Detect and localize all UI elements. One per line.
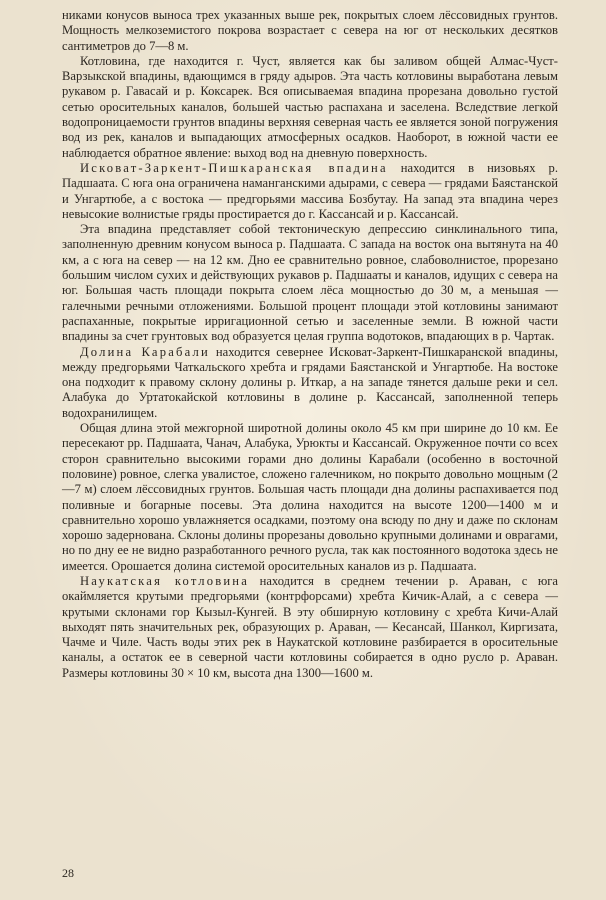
paragraph-6-text: Общая длина этой межгорной широтной долины около 45 км при ширине до 10 км. Ее пересекают рр. Падшаата, Чанач, Алабука, Урюкты и Кассансай. Окруженное почти со всех сторон сравнительно высокими горами дно долины Карабали (особенно в восточной половине) ровное, слегка увалистое, сложено галечником, но покрыто довольно мощным (2—7 м) слоем лёссовидных грунтов. Большая часть площади дна долины распахивается под поливные и богарные посевы. Эта долина находится на высоте 1200—1400 м и сравнительно хорошо увлажняется осадками, поэтому она всюду по дну и даже по склонам хорошо задернована. Склоны долины прорезаны довольно крупными долинами и оврагами, но по дну ее не видно разработанного речного русла, так как постоянного водотока здесь не имеется. Орошается долина системой оросительных каналов из р. Падшаата.	[62, 421, 558, 573]
paragraph-1	[62, 8, 558, 54]
paragraph-7-heading: Наукатская котловина	[80, 573, 250, 588]
paragraph-7	[62, 574, 558, 681]
paragraph-2	[62, 54, 558, 161]
paragraph-5-text: находится севернее Исковат-Заркент-Пишкаранской впадины, между предгорьями Чаткальского хребта и грядами Баястанской и Унгартюбе. На востоке она подходит к правому склону долины р. Иткар, а на западе тянется дальше реки и сел. Алабука до Уртатокайской котловины в долине р. Кассансай, заполненной теперь водохранилищем.	[62, 344, 558, 420]
paragraph-5	[62, 345, 558, 421]
paragraph-2-text: Котловина, где находится г. Чуст, является как бы заливом общей Алмас-Чуст-Варзыкской впадины, вдающимся в гряду адыров. Эта часть котловины выработана левым рукавом р. Гавасай и р. Коксарек. Вся описываемая впадина прорезана довольно густой сетью оросительных каналов, большей частью распахана и заселена. Вследствие легкой водопроницаемости грунтов впадины верхняя северная часть ее является зоной погружения вод из рек, каналов и выпадающих атмосферных осадков. Наоборот, в южной части ее наблюдается обратное явление: выход вод на дневную поверхность.	[62, 53, 558, 160]
paragraph-3-text: находится в низовьях р. Падшаата. С юга она ограничена наманганскими адырами, с севера — грядами Баястанской и Унгартюбе, а с востока — предгорьями массива Бозбутау. На запад эта впадина через невысокие волнистые гряды простирается до г. Кассансай и р. Кассансай.	[62, 160, 558, 221]
paragraph-3-heading: Исковат-Заркент-Пишкаранская впадина	[80, 160, 388, 175]
page-number: 28	[62, 866, 74, 880]
paragraph-3	[62, 161, 558, 222]
paragraph-5-heading: Долина Карабали	[80, 344, 210, 359]
paragraph-1-text: никами конусов выноса трех указанных выше рек, покрытых слоем лёссовидных грунтов. Мощность мелкоземистого покрова возрастает с севера на юг от нескольких десятков сантиметров до 7—8 м.	[62, 8, 558, 53]
paragraph-4	[62, 222, 558, 344]
paragraph-6	[62, 421, 558, 574]
paragraph-4-text: Эта впадина представляет собой тектоническую депрессию синклинального типа, заполненную древним конусом выноса р. Падшаата. С запада на восток она вытянута на 40 км, а с юга на север — на 12 км. Дно ее сравнительно ровное, слабоволнистое, прорезано большим числом сухих и действующих рукавов р. Падшааты и каналов, идущих с севера на юг. Большая часть площади покрыта слоем лёса мощностью до 30 м, а меньшая — галечными речными отложениями. Большой процент площади этой котловины занимают распаханные, покрытые ирригационной сетью и заселенные земли. В южной части впадины за счет грунтовых вод образуется целая группа водотоков, впадающих в р. Чартак.	[62, 222, 558, 344]
paragraph-7-text: находится в среднем течении р. Араван, с юга окаймляется крутыми предгорьями (контрфорсами) хребта Кичик-Алай, а с севера — крутыми склонами гор Кызыл-Кунгей. В эту обширную котловину с хребта Кичи-Алай выходят пять значительных рек, образующих р. Араван, — Кесансай, Шанкол, Киргизата, Чачме и Чиле. Часть воды этих рек в Наукатской котловине разбирается в оросительные каналы, а остаток ее в северной части котловины собирается в одно русло р. Араван. Размеры котловины 30 × 10 км, высота дна 1300—1600 м.	[62, 573, 559, 680]
